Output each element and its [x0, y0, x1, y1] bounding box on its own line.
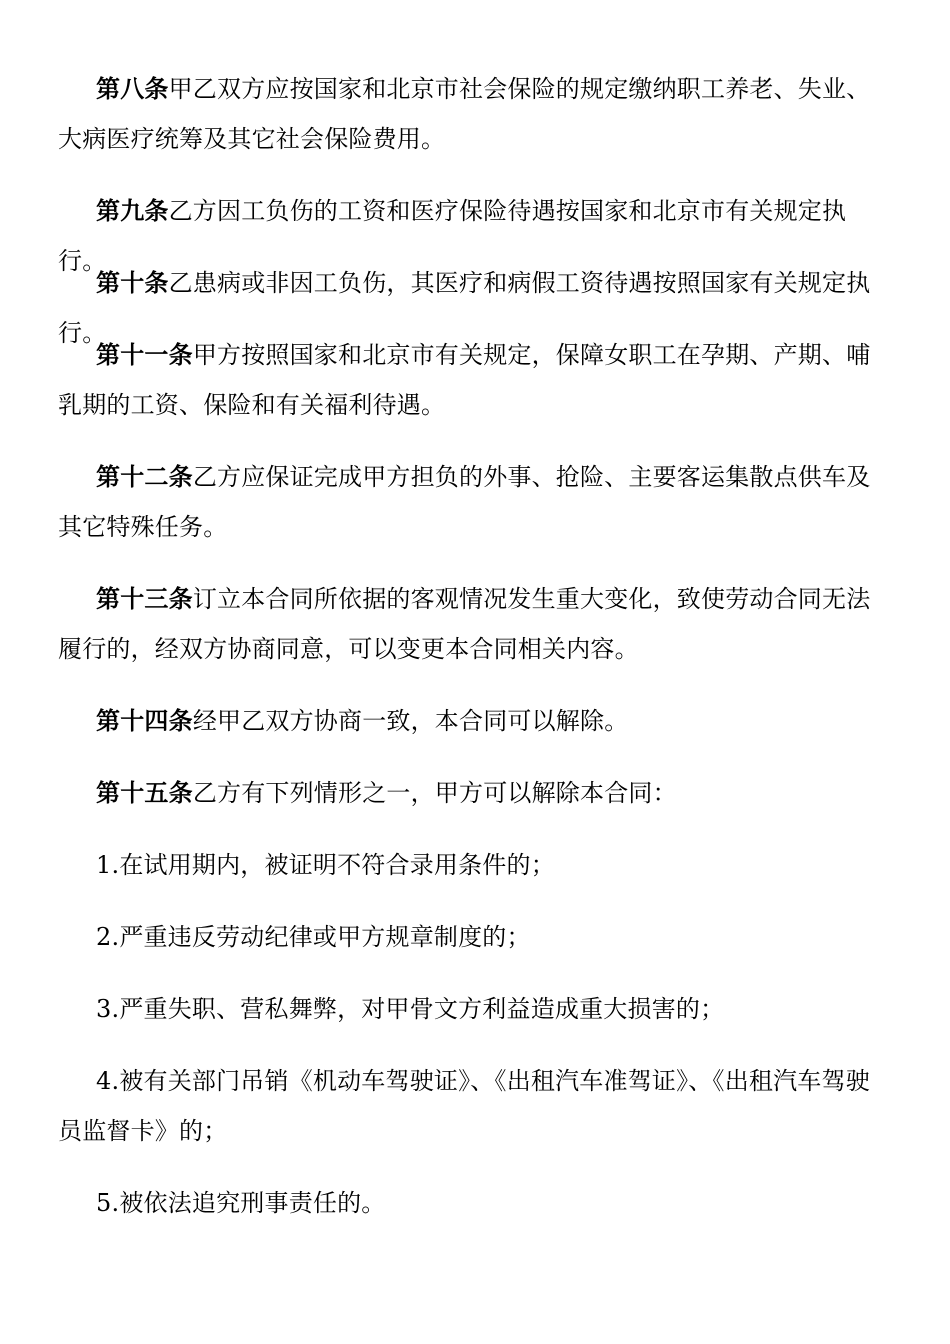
- list-item-1: [58, 840, 892, 890]
- article-label: 第九条: [96, 197, 169, 225]
- article-13: [58, 574, 892, 674]
- article-label: 第十条: [96, 269, 169, 297]
- article-label: 第十四条: [96, 707, 193, 735]
- article-label: 第十三条: [96, 585, 193, 613]
- article-label: 第八条: [96, 75, 169, 103]
- list-item-number: 2.: [96, 923, 120, 951]
- article-text: 乙方应保证完成甲方担负的外事、抢险、主要客运集散点供车及其它特殊任务。: [58, 463, 871, 541]
- list-item-text: 在试用期内，被证明不符合录用条件的；: [119, 851, 555, 879]
- article-text: 甲方按照国家和北京市有关规定，保障女职工在孕期、产期、哺乳期的工资、保险和有关福利待遇。: [58, 341, 871, 419]
- list-item-number: 4.: [96, 1067, 120, 1095]
- list-item-text: 严重违反劳动纪律或甲方规章制度的；: [119, 923, 531, 951]
- list-item-number: 1.: [96, 851, 120, 879]
- article-8: [58, 64, 892, 164]
- list-item-5: [58, 1178, 892, 1228]
- article-text: 订立本合同所依据的客观情况发生重大变化，致使劳动合同无法履行的，经双方协商同意，可以变更本合同相关内容。: [58, 585, 871, 663]
- list-item-3: [58, 984, 892, 1034]
- article-text: 甲乙双方应按国家和北京市社会保险的规定缴纳职工养老、失业、大病医疗统筹及其它社会保险费用。: [58, 75, 871, 153]
- list-item-number: 5.: [96, 1189, 120, 1217]
- article-text: 经甲乙双方协商一致，本合同可以解除。: [192, 707, 629, 735]
- article-text: 乙患病或非因工负伤，其医疗和病假工资待遇按照国家有关规定执行。: [58, 269, 871, 347]
- article-text: 乙方有下列情形之一，甲方可以解除本合同：: [192, 779, 677, 807]
- article-12: [58, 452, 892, 552]
- list-item-text: 被依法追究刑事责任的。: [119, 1189, 386, 1217]
- list-item-number: 3.: [96, 995, 120, 1023]
- article-14: [58, 696, 892, 746]
- list-item-text: 被有关部门吊销《机动车驾驶证》、《出租汽车准驾证》、《出租汽车驾驶员监督卡》的；: [58, 1067, 870, 1145]
- article-text: 乙方因工负伤的工资和医疗保险待遇按国家和北京市有关规定执行。: [58, 197, 847, 275]
- article-label: 第十五条: [96, 779, 193, 807]
- article-label: 第十一条: [96, 341, 193, 369]
- article-15: [58, 768, 892, 818]
- list-item-4: [58, 1056, 892, 1156]
- list-item-text: 严重失职、营私舞弊，对甲骨文方利益造成重大损害的；: [119, 995, 725, 1023]
- article-11: [58, 330, 892, 430]
- list-item-2: [58, 912, 892, 962]
- article-label: 第十二条: [96, 463, 193, 491]
